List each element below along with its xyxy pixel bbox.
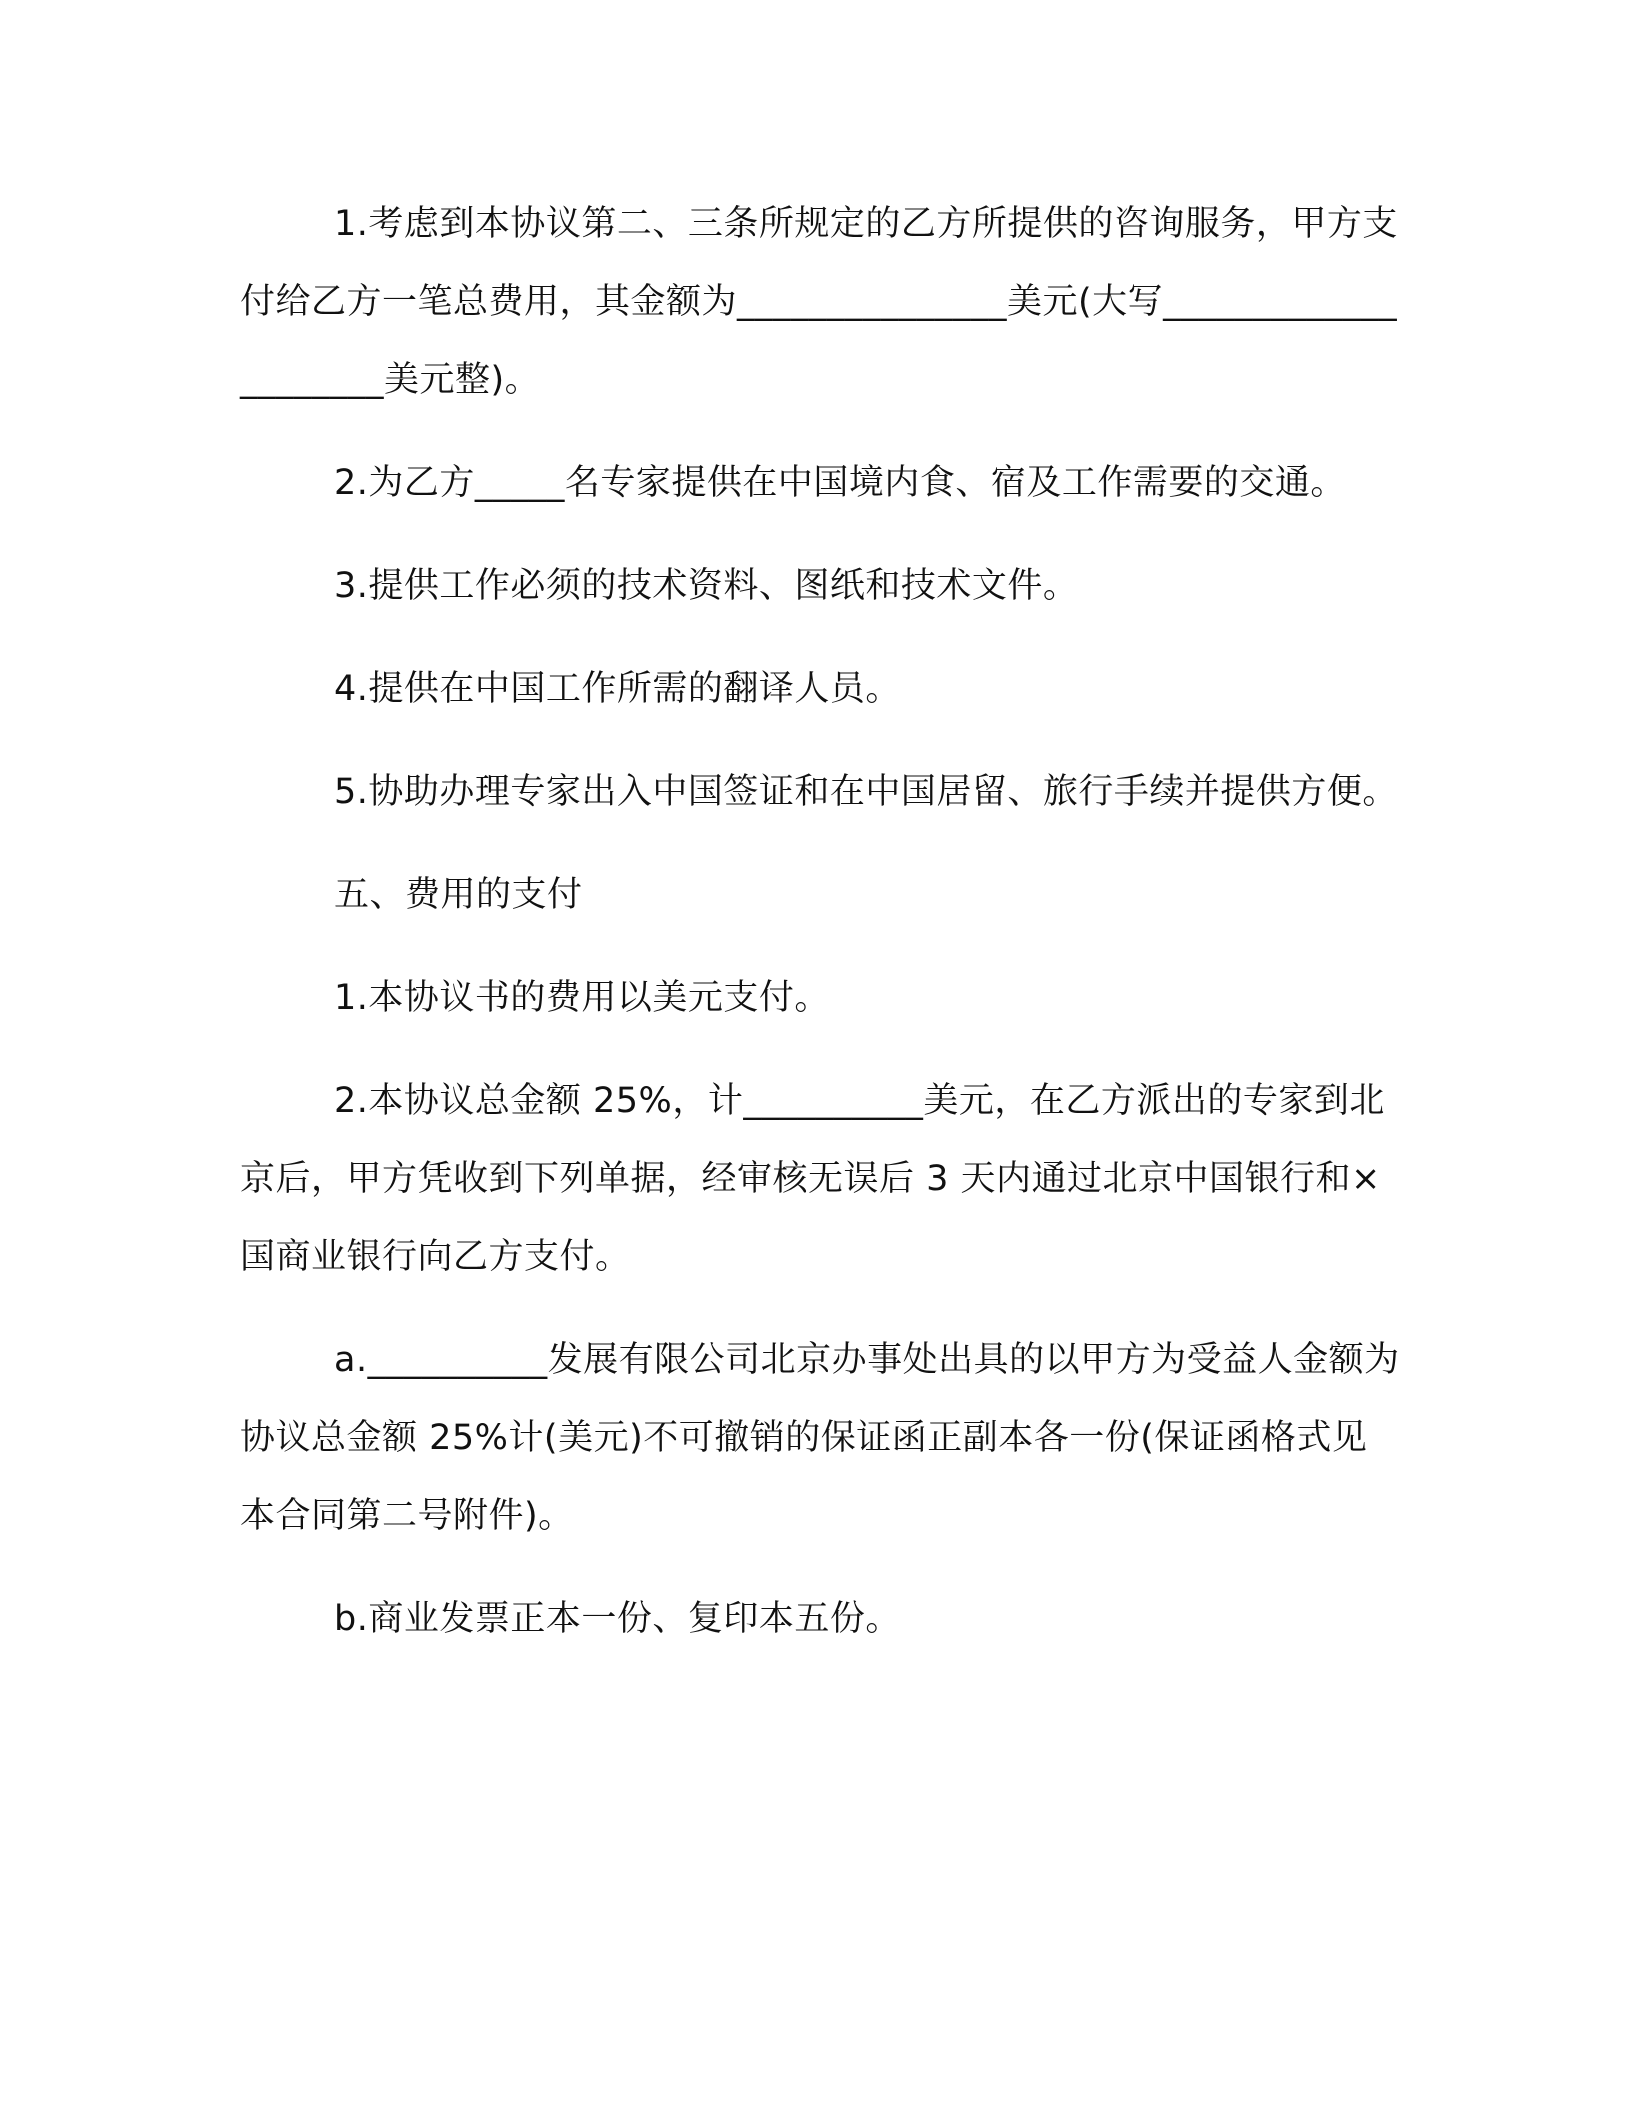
clause-translators: 4.提供在中国工作所需的翻译人员。: [334, 669, 901, 709]
clause-fee-total: 1.考虑到本协议第二、三条所规定的乙方所提供的咨询服务，甲方支付给乙方一笔总费用，其金额为_______________美元(大写_____________________美元整)。: [240, 204, 1398, 400]
clause-visa-assistance: 5.协助办理专家出入中国签证和在中国居留、旅行手续并提供方便。: [334, 772, 1398, 812]
clause-commercial-invoice: b.商业发票正本一份、复印本五份。: [334, 1599, 901, 1639]
clause-technical-docs: 3.提供工作必须的技术资料、图纸和技术文件。: [334, 566, 1079, 606]
clause-guarantee-letter: a.__________发展有限公司北京办事处出具的以甲方为受益人金额为协议总金额 25%计(美元)不可撤销的保证函正副本各一份(保证函格式见本合同第二号附件)。: [240, 1340, 1400, 1536]
clause-payment-currency: 1.本协议书的费用以美元支付。: [334, 978, 830, 1018]
document-body: [240, 185, 1400, 1683]
section-heading-payment: 五、费用的支付: [334, 875, 583, 915]
clause-expert-lodging: 2.为乙方_____名专家提供在中国境内食、宿及工作需要的交通。: [334, 463, 1346, 503]
clause-payment-first-installment: 2.本协议总金额 25%，计__________美元，在乙方派出的专家到北京后，甲方凭收到下列单据，经审核无误后 3 天内通过北京中国银行和×国商业银行向乙方支付。: [240, 1081, 1385, 1277]
